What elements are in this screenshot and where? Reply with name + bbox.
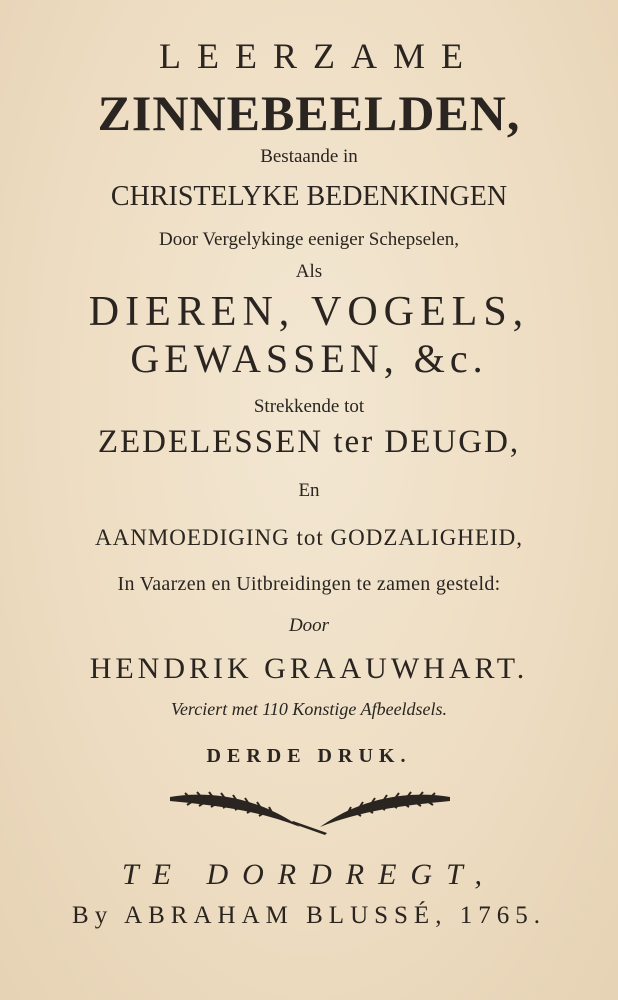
edition-line: DERDE DRUK. bbox=[206, 745, 412, 767]
subtitle-in-vaarzen: In Vaarzen en Uitbreidingen te zamen gesteld: bbox=[117, 573, 501, 595]
author-name: HENDRIK GRAAUWHART. bbox=[89, 652, 529, 685]
subtitle-bestaande: Bestaande in bbox=[260, 146, 358, 167]
author-door: Door bbox=[288, 615, 330, 636]
crossed-palm-branches-ornament-icon bbox=[165, 787, 455, 837]
illustrations-note: Verciert met 110 Konstige Afbeeldsels. bbox=[170, 699, 448, 719]
subtitle-gewassen: GEWASSEN, &c. bbox=[130, 336, 488, 381]
subtitle-en: En bbox=[298, 480, 320, 501]
subtitle-christelyke: CHRISTELYKE BEDENKINGEN bbox=[110, 181, 508, 212]
title-line-leerzame: LEERZAME bbox=[159, 36, 479, 76]
subtitle-als: Als bbox=[295, 261, 323, 282]
subtitle-strekkende: Strekkende tot bbox=[253, 396, 365, 417]
subtitle-dieren-vogels: DIEREN, VOGELS, bbox=[88, 289, 530, 335]
subtitle-zedelessen: ZEDELESSEN ter DEUGD, bbox=[97, 424, 521, 460]
imprint-place: TE DORDREGT, bbox=[121, 858, 497, 891]
subtitle-door-vergelykinge: Door Vergelykinge eeniger Schepselen, bbox=[158, 229, 460, 250]
subtitle-aanmoediging: AANMOEDIGING tot GODZALIGHEID, bbox=[95, 525, 523, 550]
title-line-zinnebeelden: ZINNEBEELDEN, bbox=[97, 85, 521, 141]
imprint-publisher: By ABRAHAM BLUSSÉ, 1765. bbox=[72, 902, 546, 929]
